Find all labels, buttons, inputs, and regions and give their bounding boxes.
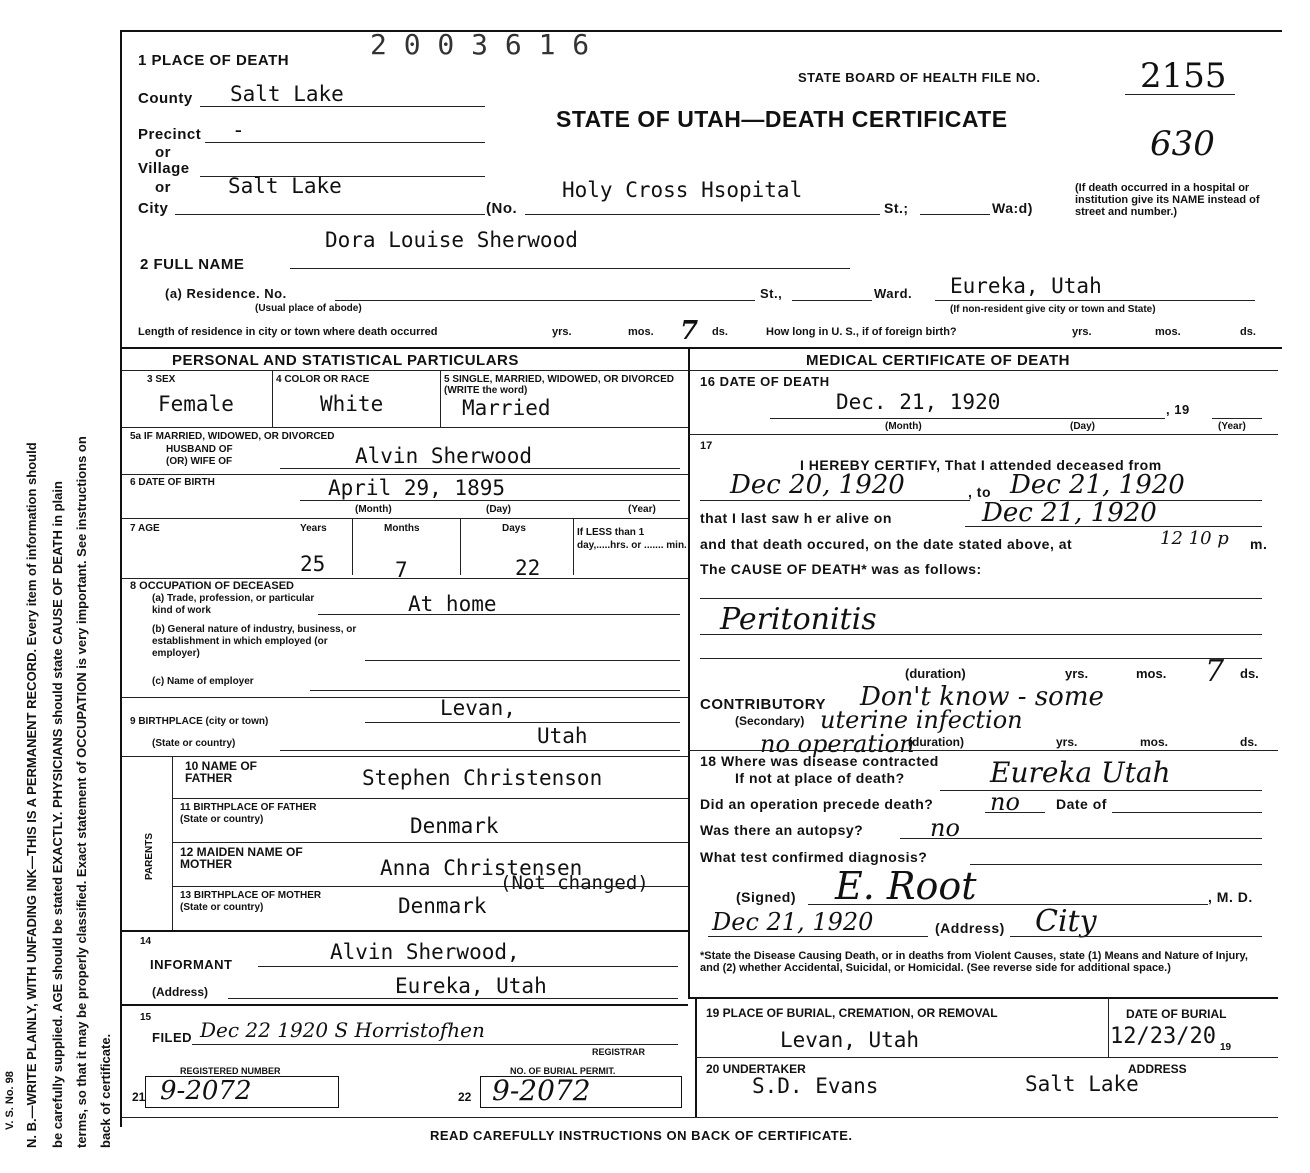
duration-mos: mos. [1136, 666, 1167, 681]
dob-label: 6 DATE OF BIRTH [130, 477, 215, 488]
father-label: 10 NAME OF FATHER [185, 759, 258, 785]
if-not-label: If not at place of death? [735, 770, 905, 786]
village-label: Village [138, 160, 190, 177]
age-years-caption: Years [300, 523, 327, 534]
city-label: City [138, 200, 169, 217]
registered-number[interactable]: 9-2072 [160, 1076, 252, 1106]
residence-label: (a) Residence. No. [165, 286, 287, 301]
duration-days[interactable]: 7 [1205, 654, 1225, 689]
father-birthplace-label: 11 BIRTHPLACE OF FATHER (State or country) [180, 802, 317, 825]
precinct-value[interactable]: - [232, 118, 245, 142]
signed-label: (Signed) [736, 889, 796, 905]
burial-19: 19 [1220, 1042, 1232, 1053]
side-instructions-2: be carefully supplied. AGE should be stated EXACTLY. PHYSICIANS should state CAUSE OF DEATH in plain [50, 481, 65, 1148]
autopsy-label: Was there an autopsy? [700, 822, 864, 838]
physician-signature[interactable]: E. Root [835, 864, 977, 908]
informant-address-label: (Address) [152, 985, 209, 999]
burial-date-label: DATE OF BURIAL [1126, 1007, 1227, 1021]
burial-date[interactable]: 12/23/20 [1110, 1024, 1216, 1049]
duration-yrs-2: yrs. [1056, 735, 1078, 749]
city-value[interactable]: Salt Lake [228, 174, 342, 198]
age-years[interactable]: 25 [300, 552, 326, 576]
item-22: 22 [458, 1090, 472, 1104]
duration-ds: ds. [1240, 666, 1259, 681]
physician-address[interactable]: City [1035, 904, 1097, 939]
contributory-2[interactable]: uterine infection [820, 706, 1023, 734]
undertaker-address-label: ADDRESS [1128, 1062, 1187, 1076]
time-of-death[interactable]: 12 10 p [1160, 528, 1229, 549]
operation-label: Did an operation precede death? [700, 796, 934, 812]
footnote: *State the Disease Causing Death, or in deaths from Violent Causes, state (1) Means and Nature of Injury, and (2) whether Accidental, Suicidal, or Homicidal. (See reverse side for additional space.) [700, 950, 1248, 974]
duration-yrs: yrs. [1065, 666, 1089, 681]
filed-value[interactable]: Dec 22 1920 S Horristofhen [200, 1018, 485, 1042]
side-instructions-3: terms, so that it may be properly classified. Exact statement of OCCUPATION is very important. See instructions on [74, 436, 89, 1148]
cause-label: The CAUSE OF DEATH* was as follows: [700, 561, 982, 577]
age-months-caption: Months [384, 523, 420, 534]
death-year-prefix: , 19 [1166, 402, 1190, 417]
mother-birthplace-label: 13 BIRTHPLACE OF MOTHER (State or country) [180, 890, 322, 913]
file-number: 2155 [1140, 56, 1227, 96]
undertaker-value[interactable]: S.D. Evans [752, 1074, 879, 1098]
residence-value[interactable]: Eureka, Utah [950, 274, 1102, 298]
length-of-residence-mark[interactable]: 7 [680, 316, 699, 346]
spouse-value[interactable]: Alvin Sherwood [355, 444, 533, 468]
footer-instructions: READ CAREFULLY INSTRUCTIONS ON BACK OF CERTIFICATE. [430, 1128, 853, 1143]
death-occured-text: and that death occured, on the date stated above, at [700, 536, 1073, 552]
birthplace-state[interactable]: Utah [537, 724, 588, 748]
marital-value[interactable]: Married [462, 396, 551, 420]
date-of-death-label: 16 DATE OF DEATH [700, 374, 830, 389]
contributory-label: CONTRIBUTORY [700, 696, 826, 713]
age-days-caption: Days [502, 523, 526, 534]
spouse-label-1: 5a IF MARRIED, WIDOWED, OR DIVORCED [130, 431, 335, 442]
spouse-label-3: (OR) WIFE OF [166, 456, 233, 467]
res-ward-label: Ward. [874, 286, 913, 301]
or-label-2: or [155, 179, 171, 196]
or-label-1: or [155, 144, 171, 161]
where-contracted[interactable]: Eureka Utah [990, 756, 1171, 789]
time-m: m. [1250, 536, 1268, 552]
registered-number-label: REGISTERED NUMBER [180, 1066, 281, 1076]
undertaker-label: 20 UNDERTAKER [706, 1062, 806, 1076]
occupation-b-label: (b) General nature of industry, business, or establishment in which employed (or employer) [152, 624, 357, 659]
street-label: St.; [884, 200, 909, 216]
cause-of-death[interactable]: Peritonitis [720, 602, 877, 637]
street-no-label: (No. [486, 200, 518, 217]
side-instructions-1: N. B.—WRITE PLAINLY, WITH UNFADING INK—THIS IS A PERMANENT RECORD. Every item of information should [24, 442, 39, 1148]
hospital-name[interactable]: Holy Cross Hsopital [562, 178, 803, 202]
res-yrs: yrs. [552, 326, 572, 338]
father-value[interactable]: Stephen Christenson [362, 766, 603, 790]
mother-birthplace[interactable]: Denmark [398, 894, 487, 918]
usual-abode: (Usual place of abode) [255, 303, 362, 314]
birthplace-city[interactable]: Levan, [440, 696, 516, 720]
date-of-death[interactable]: Dec. 21, 1920 [836, 390, 1001, 414]
color-label: 4 COLOR OR RACE [276, 374, 370, 385]
medical-heading: MEDICAL CERTIFICATE OF DEATH [806, 352, 1070, 369]
md-label: , M. D. [1208, 889, 1253, 905]
dob-day-caption: (Day) [486, 504, 512, 515]
us-ds: ds. [1240, 326, 1256, 338]
secondary-label: (Secondary) [735, 714, 805, 728]
occupation-c-label: (c) Name of employer [152, 676, 254, 687]
where-contracted-label: 18 Where was disease contracted [700, 753, 939, 769]
informant-value[interactable]: Alvin Sherwood, [330, 940, 520, 964]
informant-number: 14 [140, 936, 152, 947]
to-label: , to [968, 484, 991, 500]
burial-permit-label: NO. OF BURIAL PERMIT. [510, 1066, 616, 1076]
physician-address-label: (Address) [935, 920, 1005, 936]
item-21: 21 [132, 1090, 146, 1104]
place-of-death-heading: 1 PLACE OF DEATH [138, 52, 290, 69]
length-of-residence-label: Length of residence in city or town where death occurred [138, 326, 438, 338]
stamp-number: 2 0 0 3 6 1 6 [370, 28, 590, 61]
mother-note[interactable]: (Not changed) [500, 872, 649, 894]
burial-place[interactable]: Levan, Utah [780, 1028, 920, 1052]
marital-label: 5 SINGLE, MARRIED, WIDOWED, OR DIVORCED (WRITE the word) [444, 374, 675, 396]
burial-permit-number[interactable]: 9-2072 [492, 1074, 591, 1107]
duration-mos-2: mos. [1140, 735, 1169, 749]
dob-year-caption: (Year) [628, 504, 656, 515]
duration-label-2: (duration) [908, 735, 964, 749]
death-day-caption: (Day) [1070, 421, 1096, 432]
state-country-label: (State or country) [152, 738, 236, 749]
duration-label: (duration) [905, 666, 966, 681]
personal-heading: PERSONAL AND STATISTICAL PARTICULARS [172, 352, 519, 369]
county-value[interactable]: Salt Lake [230, 82, 344, 106]
birthplace-label: 9 BIRTHPLACE (city or town) [130, 716, 269, 727]
nonresident-note: (If non-resident give city or town and State) [950, 304, 1156, 315]
autopsy-value[interactable]: no [930, 814, 960, 842]
certificate-title: STATE OF UTAH—DEATH CERTIFICATE [556, 106, 1008, 132]
res-mos: mos. [628, 326, 654, 338]
full-name-value[interactable]: Dora Louise Sherwood [325, 228, 578, 252]
how-long-us-label: How long in U. S., if of foreign birth? [766, 326, 957, 338]
certify-text: I HEREBY CERTIFY, That I attended deceased from [800, 457, 1162, 473]
age-label: 7 AGE [130, 523, 160, 534]
last-saw-text: that I last saw h er alive on [700, 510, 892, 526]
mother-label: 12 MAIDEN NAME OF MOTHER [180, 845, 303, 871]
operation-value[interactable]: no [990, 788, 1020, 816]
occupation-label: 8 OCCUPATION OF DECEASED [130, 580, 294, 592]
contributory-1[interactable]: Don't know - some [860, 682, 1104, 712]
dob-month-caption: (Month) [355, 504, 392, 515]
contributory-3[interactable]: no operation [760, 730, 915, 758]
father-birthplace[interactable]: Denmark [410, 814, 499, 838]
less-than-day: If LESS than 1 day,.....hrs. or ....... min. [577, 527, 687, 551]
death-year-caption: (Year) [1218, 421, 1246, 432]
sex-label: 3 SEX [147, 374, 176, 385]
sex-value[interactable]: Female [158, 392, 234, 416]
informant-address[interactable]: Eureka, Utah [395, 974, 547, 998]
death-month-caption: (Month) [885, 421, 922, 432]
precinct-label: Precinct [138, 126, 202, 143]
undertaker-address[interactable]: Salt Lake [1025, 1072, 1139, 1096]
occupation-value[interactable]: At home [408, 592, 497, 616]
age-months[interactable]: 7 [395, 558, 408, 582]
file-number-label: STATE BOARD OF HEALTH FILE NO. [798, 70, 1041, 85]
us-yrs: yrs. [1072, 326, 1092, 338]
occupation-a-label: (a) Trade, profession, or particular kind of work [152, 593, 315, 616]
date-of-label: Date of [1056, 796, 1107, 812]
color-value[interactable]: White [320, 392, 384, 416]
filed-label: FILED [152, 1030, 193, 1045]
ward-label: Wa:d) [992, 200, 1033, 216]
side-instructions-4: back of certificate. [98, 1033, 113, 1148]
attended-from-date[interactable]: Dec 20, 1920 [730, 470, 905, 500]
attended-to-date[interactable]: Dec 21, 1920 [1010, 470, 1185, 500]
last-saw-date[interactable]: Dec 21, 1920 [982, 498, 1157, 528]
test-label: What test confirmed diagnosis? [700, 849, 928, 865]
us-mos: mos. [1155, 326, 1181, 338]
informant-label: INFORMANT [150, 957, 233, 972]
hospital-note: (If death occurred in a hospital or institution give its NAME instead of street and number.) [1075, 182, 1260, 218]
duration-ds-2: ds. [1240, 735, 1258, 749]
dob-value[interactable]: April 29, 1895 [328, 476, 506, 500]
margin-number: 630 [1150, 124, 1215, 164]
age-days[interactable]: 22 [515, 556, 541, 580]
res-ds: ds. [712, 326, 728, 338]
parents-label: PARENTS [144, 832, 155, 880]
spouse-label-2: HUSBAND OF [166, 444, 233, 455]
signed-date[interactable]: Dec 21, 1920 [712, 908, 874, 936]
burial-label: 19 PLACE OF BURIAL, CREMATION, OR REMOVAL [706, 1006, 998, 1020]
res-street-label: St., [760, 286, 783, 301]
registrar-label: REGISTRAR [592, 1047, 646, 1057]
vs-number: V. S. No. 98 [4, 1071, 16, 1130]
county-label: County [138, 90, 193, 107]
full-name-label: 2 FULL NAME [140, 256, 245, 273]
item-17: 17 [700, 440, 713, 452]
filed-number: 15 [140, 1012, 152, 1023]
mother-value[interactable]: Anna Christensen [380, 856, 583, 880]
